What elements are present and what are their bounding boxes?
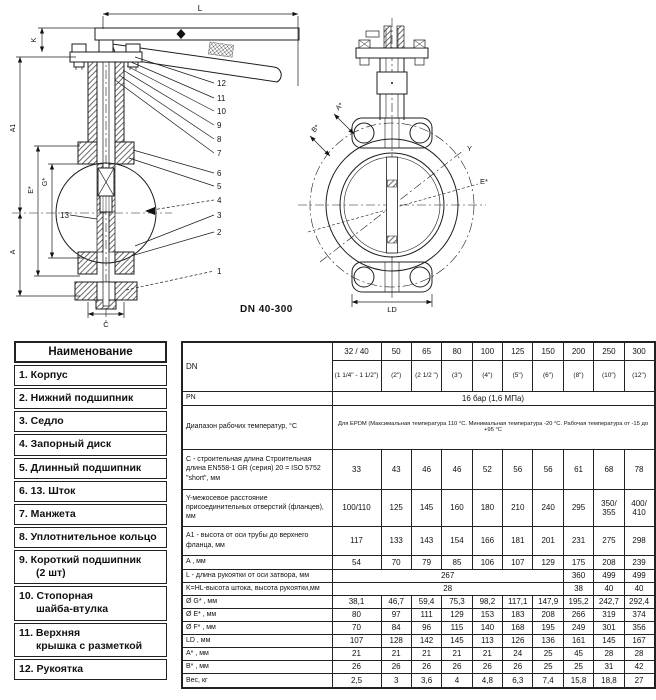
spec-value: 26: [332, 660, 381, 673]
spec-value: 292,4: [624, 595, 654, 608]
spec-table-row: [182, 489, 655, 526]
spec-value: 3,6: [411, 673, 441, 688]
right-view-drawing: [298, 18, 486, 298]
spec-value: 75,3: [442, 595, 472, 608]
spec-value: 7,4: [533, 673, 563, 688]
spec-value: 40: [624, 582, 654, 595]
spec-value: 46: [442, 449, 472, 489]
spec-value: 61: [563, 449, 593, 489]
spec-dn-inches: (5"): [503, 360, 533, 391]
spec-table-row: [182, 342, 655, 360]
parts-list-item: [14, 659, 167, 680]
spec-dn-inches: (4"): [472, 360, 502, 391]
spec-value: 42: [624, 660, 654, 673]
spec-value: 360: [563, 569, 593, 582]
spec-dn-value: 100: [472, 342, 502, 360]
spec-table-row: [182, 621, 655, 634]
spec-value: 240: [533, 489, 563, 526]
spec-value: 68: [594, 449, 624, 489]
spec-value: 56: [503, 449, 533, 489]
spec-table-body: [182, 342, 655, 688]
parts-list-item-text: 9. Короткий подшипник: [19, 554, 142, 566]
spec-value: 40: [594, 582, 624, 595]
spec-dn-value: 200: [563, 342, 593, 360]
spec-temp-label: Диапазон рабочих температур, °C: [182, 405, 332, 449]
spec-table-row: [182, 634, 655, 647]
spec-value: 136: [533, 634, 563, 647]
spec-value: 275: [594, 526, 624, 555]
parts-list-item-text: 7. Манжета: [19, 507, 76, 520]
spec-value: 301: [594, 621, 624, 634]
parts-list-item-text: 1. Корпус: [19, 369, 68, 381]
spec-value: 113: [472, 634, 502, 647]
parts-list-item-text: 4. Запорный диск: [19, 438, 112, 451]
spec-value: 52: [472, 449, 502, 489]
parts-list-item-text: 3. Седло: [19, 415, 64, 428]
spec-value: 18,8: [594, 673, 624, 688]
spec-value: 59,4: [411, 595, 441, 608]
spec-value: 6,3: [503, 673, 533, 688]
spec-dn-value: 150: [533, 342, 563, 360]
spec-value: 180: [472, 489, 502, 526]
spec-value: 84: [381, 621, 411, 634]
spec-value: 183: [503, 608, 533, 621]
callout-2: 2: [217, 228, 222, 237]
spec-dn-inches: (6"): [533, 360, 563, 391]
spec-value: 54: [332, 555, 381, 569]
spec-value: 80: [332, 608, 381, 621]
spec-dn-value: 80: [442, 342, 472, 360]
callout-3: 3: [217, 211, 222, 220]
dim-label-L: L: [197, 4, 203, 13]
spec-row-label: A1 - высота от оси трубы до верхнего фланца, мм: [182, 526, 332, 555]
spec-value: 38,1: [332, 595, 381, 608]
spec-value: 195,2: [563, 595, 593, 608]
spec-row-label: Ø G* , мм: [182, 595, 332, 608]
spec-pn-label: PN: [182, 391, 332, 405]
spec-pn-value: 16 бар (1,6 МПа): [332, 391, 655, 405]
callout-7: 7: [217, 149, 222, 158]
spec-value: 3: [381, 673, 411, 688]
spec-value: 107: [332, 634, 381, 647]
parts-list-item-text: 8. Уплотнительное кольцо: [19, 530, 157, 543]
parts-list-item-text: 11. Верхняя: [19, 626, 81, 639]
spec-value: 128: [381, 634, 411, 647]
spec-value: 126: [503, 634, 533, 647]
technical-drawing: [0, 0, 656, 338]
spec-value: 46,7: [381, 595, 411, 608]
spec-merged-value: 28: [332, 582, 563, 595]
spec-value: 15,8: [563, 673, 593, 688]
spec-table-row: [182, 405, 655, 449]
drawing-caption: DN 40-300: [240, 304, 293, 315]
spec-dn-inches: (8"): [563, 360, 593, 391]
spec-row-label: A , мм: [182, 555, 332, 569]
spec-value: 115: [442, 621, 472, 634]
parts-list-item-text: 10. Стопорная: [19, 590, 93, 603]
spec-value: 208: [594, 555, 624, 569]
spec-table-row: [182, 647, 655, 660]
spec-value: 27: [624, 673, 654, 688]
spec-value: 2,5: [332, 673, 381, 688]
callout-5: 5: [217, 182, 222, 191]
spec-dn-inches: (1 1/4" - 1 1/2"): [332, 360, 381, 391]
spec-value: 356: [624, 621, 654, 634]
callout-6: 6: [217, 169, 222, 178]
parts-list-item: [14, 504, 167, 525]
spec-value: 400/ 410: [624, 489, 654, 526]
callout-12: 12: [217, 79, 226, 88]
spec-value: 195: [533, 621, 563, 634]
spec-value: 145: [594, 634, 624, 647]
spec-dn-value: 250: [594, 342, 624, 360]
spec-value: 98,2: [472, 595, 502, 608]
callout-13: 13: [60, 211, 69, 220]
spec-table-row: [182, 608, 655, 621]
spec-table-row: [182, 391, 655, 405]
parts-list-item: [14, 458, 167, 479]
spec-table-row: [182, 595, 655, 608]
spec-row-label: LD , мм: [182, 634, 332, 647]
dim-label-K: K: [31, 37, 38, 43]
spec-value: 129: [442, 608, 472, 621]
spec-value: 145: [442, 634, 472, 647]
parts-list-item: [14, 365, 167, 386]
parts-list: [14, 341, 167, 680]
callout-8: 8: [217, 135, 222, 144]
spec-dn-value: 32 / 40: [332, 342, 381, 360]
spec-value: 242,7: [594, 595, 624, 608]
spec-value: 46: [411, 449, 441, 489]
parts-list-item-text: шайба-втулка: [36, 603, 109, 616]
spec-value: 266: [563, 608, 593, 621]
spec-value: 21: [332, 647, 381, 660]
parts-list-item: [14, 411, 167, 432]
spec-value: 96: [411, 621, 441, 634]
spec-row-label: A* , мм: [182, 647, 332, 660]
spec-value: 295: [563, 489, 593, 526]
dim-label-E: E*: [28, 186, 35, 194]
spec-value: 145: [411, 489, 441, 526]
spec-value: 79: [411, 555, 441, 569]
spec-value: 125: [381, 489, 411, 526]
spec-value: 374: [624, 608, 654, 621]
spec-value: 38: [563, 582, 593, 595]
spec-value: 167: [624, 634, 654, 647]
spec-value: 142: [411, 634, 441, 647]
parts-list-item-text: 6. 13. Шток: [19, 484, 76, 497]
spec-value: 25: [533, 647, 563, 660]
spec-table-row: [182, 673, 655, 688]
spec-table-row: [182, 526, 655, 555]
spec-table-row: [182, 660, 655, 673]
spec-dn-inches: (3"): [442, 360, 472, 391]
callout-10: 10: [217, 107, 226, 116]
spec-temp-value: Для EPDM (Максимальная температура 110 °C. Минимальная температура -20 °C. Рабочая температура от -15 до +95 °C: [332, 405, 655, 449]
spec-value: 26: [381, 660, 411, 673]
spec-table-row: [182, 449, 655, 489]
spec-value: 161: [563, 634, 593, 647]
parts-list-item: [14, 623, 167, 657]
spec-value: 21: [381, 647, 411, 660]
dim-label-E-star: E*: [480, 177, 488, 186]
spec-value: 45: [563, 647, 593, 660]
spec-value: 201: [533, 526, 563, 555]
spec-row-label: Ø F* , мм: [182, 621, 332, 634]
parts-list-item: [14, 586, 167, 620]
spec-dn-inches: (2 1/2 "): [411, 360, 441, 391]
spec-value: 168: [503, 621, 533, 634]
spec-value: 26: [411, 660, 441, 673]
spec-value: 499: [594, 569, 624, 582]
parts-list-item: [14, 550, 167, 584]
spec-row-label: C - строительная длина Строительная длина EN558-1 GR (серия) 20 = ISO 5752 "short", мм: [182, 449, 332, 489]
spec-dn-value: 50: [381, 342, 411, 360]
spec-value: 111: [411, 608, 441, 621]
spec-value: 24: [503, 647, 533, 660]
spec-value: 21: [442, 647, 472, 660]
parts-list-item: [14, 527, 167, 548]
spec-value: 239: [624, 555, 654, 569]
dim-label-LD: LD: [387, 305, 397, 314]
spec-value: 154: [442, 526, 472, 555]
spec-table-row: [182, 569, 655, 582]
spec-table-row: [182, 582, 655, 595]
spec-dn-value: 125: [503, 342, 533, 360]
spec-dn-inches: (10"): [594, 360, 624, 391]
spec-value: 175: [563, 555, 593, 569]
spec-merged-value: 267: [332, 569, 563, 582]
spec-value: 319: [594, 608, 624, 621]
spec-value: 56: [533, 449, 563, 489]
parts-list-item: [14, 481, 167, 502]
spec-value: 208: [533, 608, 563, 621]
spec-value: 140: [472, 621, 502, 634]
callout-1: 1: [217, 267, 222, 276]
spec-dn-value: 300: [624, 342, 654, 360]
spec-value: 117: [332, 526, 381, 555]
dim-label-Y: Y: [467, 144, 473, 153]
spec-dn-label: DN: [182, 342, 332, 391]
spec-value: 85: [442, 555, 472, 569]
spec-value: 21: [411, 647, 441, 660]
spec-table-row: [182, 555, 655, 569]
callout-4: 4: [217, 196, 222, 205]
spec-value: 181: [503, 526, 533, 555]
dim-label-A1: A1: [10, 123, 17, 133]
spec-value: 231: [563, 526, 593, 555]
spec-dn-value: 65: [411, 342, 441, 360]
dim-label-B-star: B*: [310, 123, 321, 135]
spec-value: 106: [472, 555, 502, 569]
spec-value: 298: [624, 526, 654, 555]
spec-value: 70: [332, 621, 381, 634]
dim-label-A: A: [10, 249, 17, 255]
spec-value: 4,8: [472, 673, 502, 688]
spec-value: 143: [411, 526, 441, 555]
spec-row-label: K=HL-высота штока, высота рукоятки,мм: [182, 582, 332, 595]
spec-row-label: Ø E* , мм: [182, 608, 332, 621]
parts-list-item-text: 12. Рукоятка: [19, 662, 84, 675]
parts-list-item-text: 2. Нижний подшипник: [19, 392, 134, 405]
spec-row-label: Вес, кг: [182, 673, 332, 688]
spec-value: 28: [624, 647, 654, 660]
spec-value: 160: [442, 489, 472, 526]
spec-value: 21: [472, 647, 502, 660]
spec-value: 43: [381, 449, 411, 489]
parts-list-item-text: крышка с разметкой: [36, 639, 143, 652]
spec-value: 129: [533, 555, 563, 569]
parts-list-item-text: (2 шт): [36, 567, 66, 580]
spec-value: 350/ 355: [594, 489, 624, 526]
parts-list-item-text: 5. Длинный подшипник: [19, 461, 142, 474]
spec-value: 100/110: [332, 489, 381, 526]
spec-dn-inches: (12"): [624, 360, 654, 391]
spec-row-label: Y-межосевое расстояние присоединительных отверстий (фланцев), мм: [182, 489, 332, 526]
dim-label-G: G*: [42, 177, 49, 187]
parts-list-header: Наименование: [14, 341, 167, 363]
spec-value: 25: [533, 660, 563, 673]
spec-value: 133: [381, 526, 411, 555]
spec-value: 97: [381, 608, 411, 621]
spec-value: 4: [442, 673, 472, 688]
spec-row-label: L - длина рукоятки от оси затвора, мм: [182, 569, 332, 582]
spec-value: 117,1: [503, 595, 533, 608]
spec-value: 166: [472, 526, 502, 555]
spec-value: 499: [624, 569, 654, 582]
spec-table: [181, 341, 656, 689]
dim-label-A-star: A*: [334, 101, 345, 113]
spec-value: 31: [594, 660, 624, 673]
parts-list-items: [14, 365, 167, 680]
spec-dn-inches: (2"): [381, 360, 411, 391]
spec-value: 70: [381, 555, 411, 569]
spec-value: 28: [594, 647, 624, 660]
spec-value: 33: [332, 449, 381, 489]
spec-value: 107: [503, 555, 533, 569]
spec-value: 25: [563, 660, 593, 673]
spec-row-label: B* , мм: [182, 660, 332, 673]
spec-value: 26: [472, 660, 502, 673]
callout-9: 9: [217, 121, 222, 130]
spec-value: 210: [503, 489, 533, 526]
spec-value: 26: [503, 660, 533, 673]
spec-value: 26: [442, 660, 472, 673]
callout-11: 11: [217, 94, 226, 103]
spec-value: 249: [563, 621, 593, 634]
spec-value: 78: [624, 449, 654, 489]
parts-list-item: [14, 434, 167, 455]
spec-value: 147,9: [533, 595, 563, 608]
parts-list-item: [14, 388, 167, 409]
spec-value: 153: [472, 608, 502, 621]
dim-label-C: C: [103, 320, 109, 329]
